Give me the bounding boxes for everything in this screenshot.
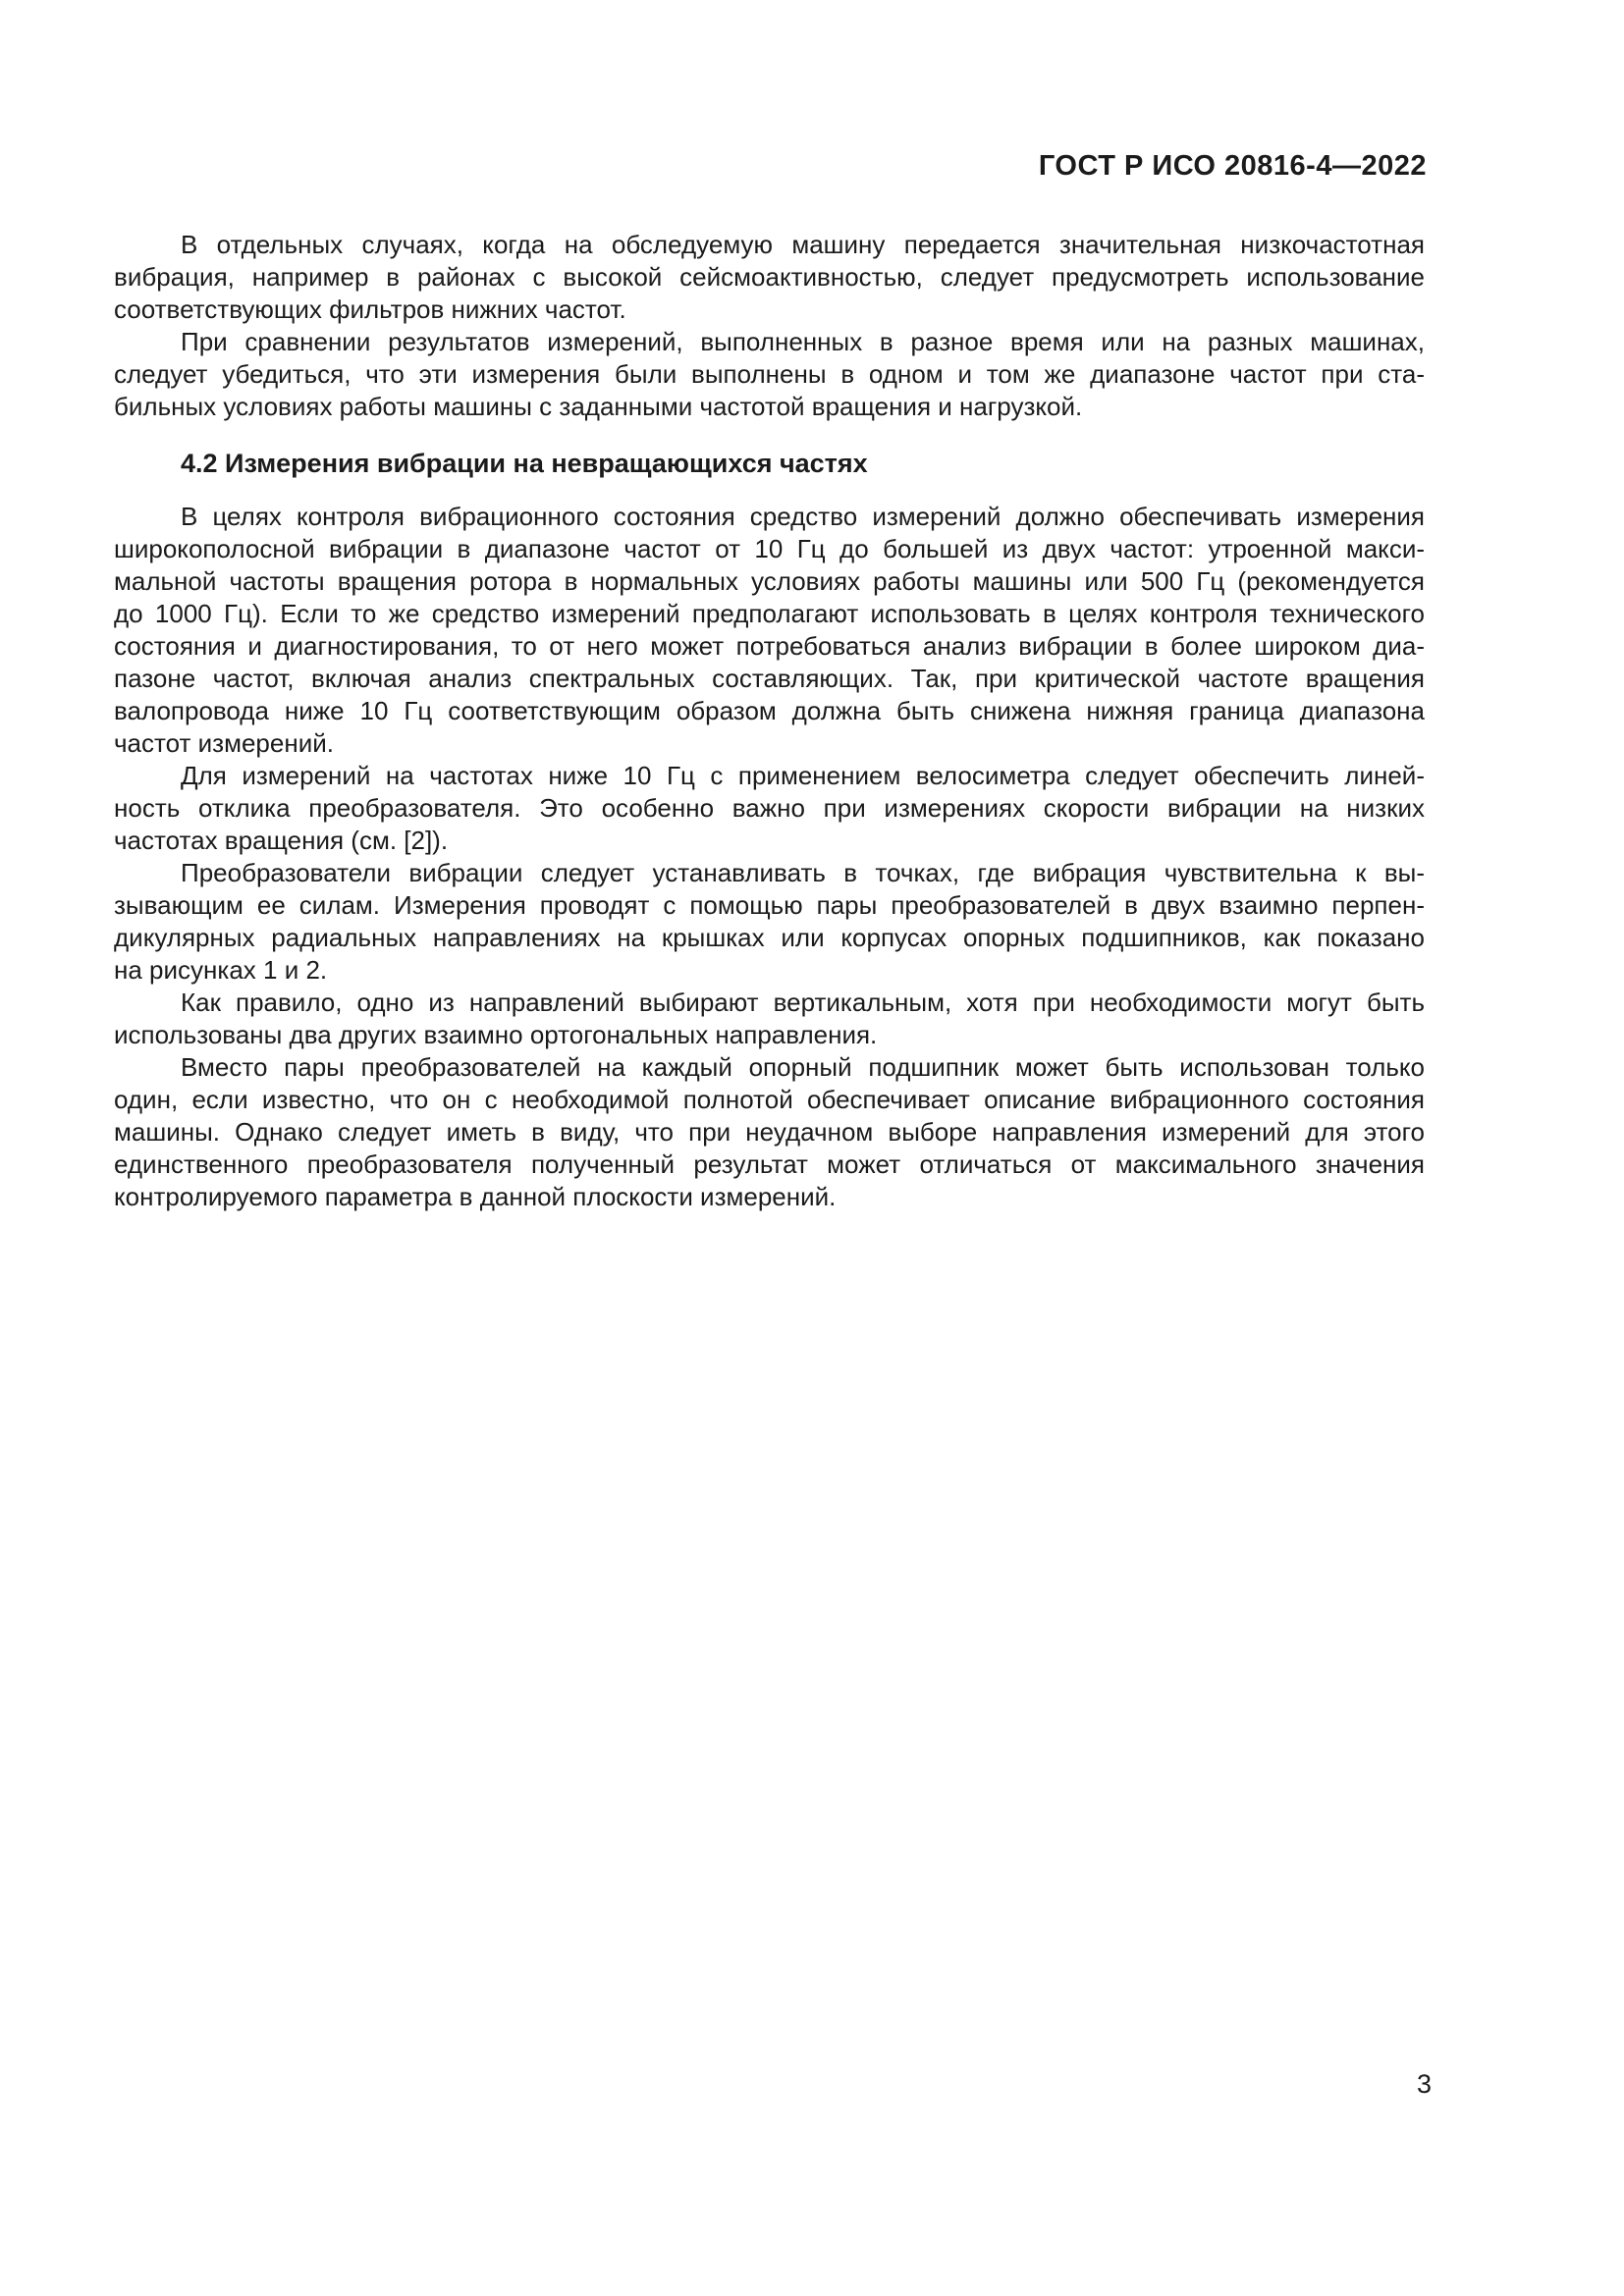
paragraph-line: использованы два других взаимно ортогональных направления.	[114, 1020, 878, 1049]
paragraph-line: на рисунках 1 и 2.	[114, 955, 328, 985]
paragraph	[114, 501, 1425, 760]
paragraph-line: бильных условиях работы машины с заданными частотой вращения и нагрузкой.	[114, 392, 1083, 421]
section-heading: 4.2 Измерения вибрации на невращающихся частях	[181, 449, 868, 478]
paragraph-line: один, если известно, что он с необходимой полнотой обеспечивает описание вибрационного состояния	[114, 1085, 1425, 1114]
paragraph-line: Преобразователи вибрации следует устанавливать в точках, где вибрация чувствительна к вы-	[181, 858, 1425, 887]
paragraph-line: мальной частоты вращения ротора в нормальных условиях работы машины или 500 Гц (рекомендуется	[114, 566, 1425, 596]
paragraph-line: до 1000 Гц). Если то же средство измерений предполагают использовать в целях контроля технического	[114, 599, 1425, 628]
running-header-document-code: ГОСТ Р ИСО 20816-4—2022	[1038, 150, 1427, 182]
paragraph-line: ность отклика преобразователя. Это особенно важно при измерениях скорости вибрации на низких	[114, 793, 1425, 823]
paragraph-line: частотах вращения (см. [2]).	[114, 826, 449, 855]
paragraph-line: следует убедиться, что эти измерения были выполнены в одном и том же диапазоне частот при ста-	[114, 359, 1425, 389]
paragraph	[114, 987, 1425, 1051]
document-body	[114, 229, 1425, 1213]
paragraph	[114, 760, 1425, 857]
paragraph-line: В целях контроля вибрационного состояния средство измерений должно обеспечивать измерения	[181, 502, 1425, 531]
paragraph-line: соответствующих фильтров нижних частот.	[114, 294, 626, 324]
page-number: 3	[1416, 2069, 1432, 2099]
paragraph-line: валопровода ниже 10 Гц соответствующим образом должна быть снижена нижняя граница диапазона	[114, 696, 1425, 725]
paragraph-line: единственного преобразователя полученный результат может отличаться от максимального значения	[114, 1149, 1425, 1179]
paragraph-line: зывающим ее силам. Измерения проводят с помощью пары преобразователей в двух взаимно перпен-	[114, 890, 1425, 920]
paragraph-line: Для измерений на частотах ниже 10 Гц с применением велосиметра следует обеспечить линей-	[181, 761, 1425, 790]
paragraph	[114, 1051, 1425, 1213]
paragraph-line: При сравнении результатов измерений, выполненных в разное время или на разных машинах,	[181, 327, 1425, 356]
paragraph-line: вибрация, например в районах с высокой сейсмоактивностью, следует предусмотреть использование	[114, 262, 1425, 292]
paragraph	[114, 229, 1425, 326]
paragraph-line: контролируемого параметра в данной плоскости измерений.	[114, 1182, 837, 1211]
paragraph-line: Вместо пары преобразователей на каждый опорный подшипник может быть использован только	[181, 1052, 1425, 1082]
paragraph-line: машины. Однако следует иметь в виду, что при неудачном выборе направления измерений для этого	[114, 1117, 1425, 1147]
paragraph-line: Как правило, одно из направлений выбирают вертикальным, хотя при необходимости могут быть	[181, 988, 1425, 1017]
paragraph	[114, 326, 1425, 423]
paragraph	[114, 857, 1425, 987]
paragraph-line: частот измерений.	[114, 728, 334, 758]
paragraph-line: состояния и диагностирования, то от него может потребоваться анализ вибрации в более широком диа-	[114, 631, 1425, 661]
paragraph-line: В отдельных случаях, когда на обследуемую машину передается значительная низкочастотная	[181, 230, 1425, 259]
paragraph-line: пазоне частот, включая анализ спектральных составляющих. Так, при критической частоте вращения	[114, 664, 1425, 693]
paragraph-line: дикулярных радиальных направлениях на крышках или корпусах опорных подшипников, как показано	[114, 923, 1425, 952]
paragraph-line: широкополосной вибрации в диапазоне частот от 10 Гц до большей из двух частот: утроенной макси-	[114, 534, 1425, 563]
